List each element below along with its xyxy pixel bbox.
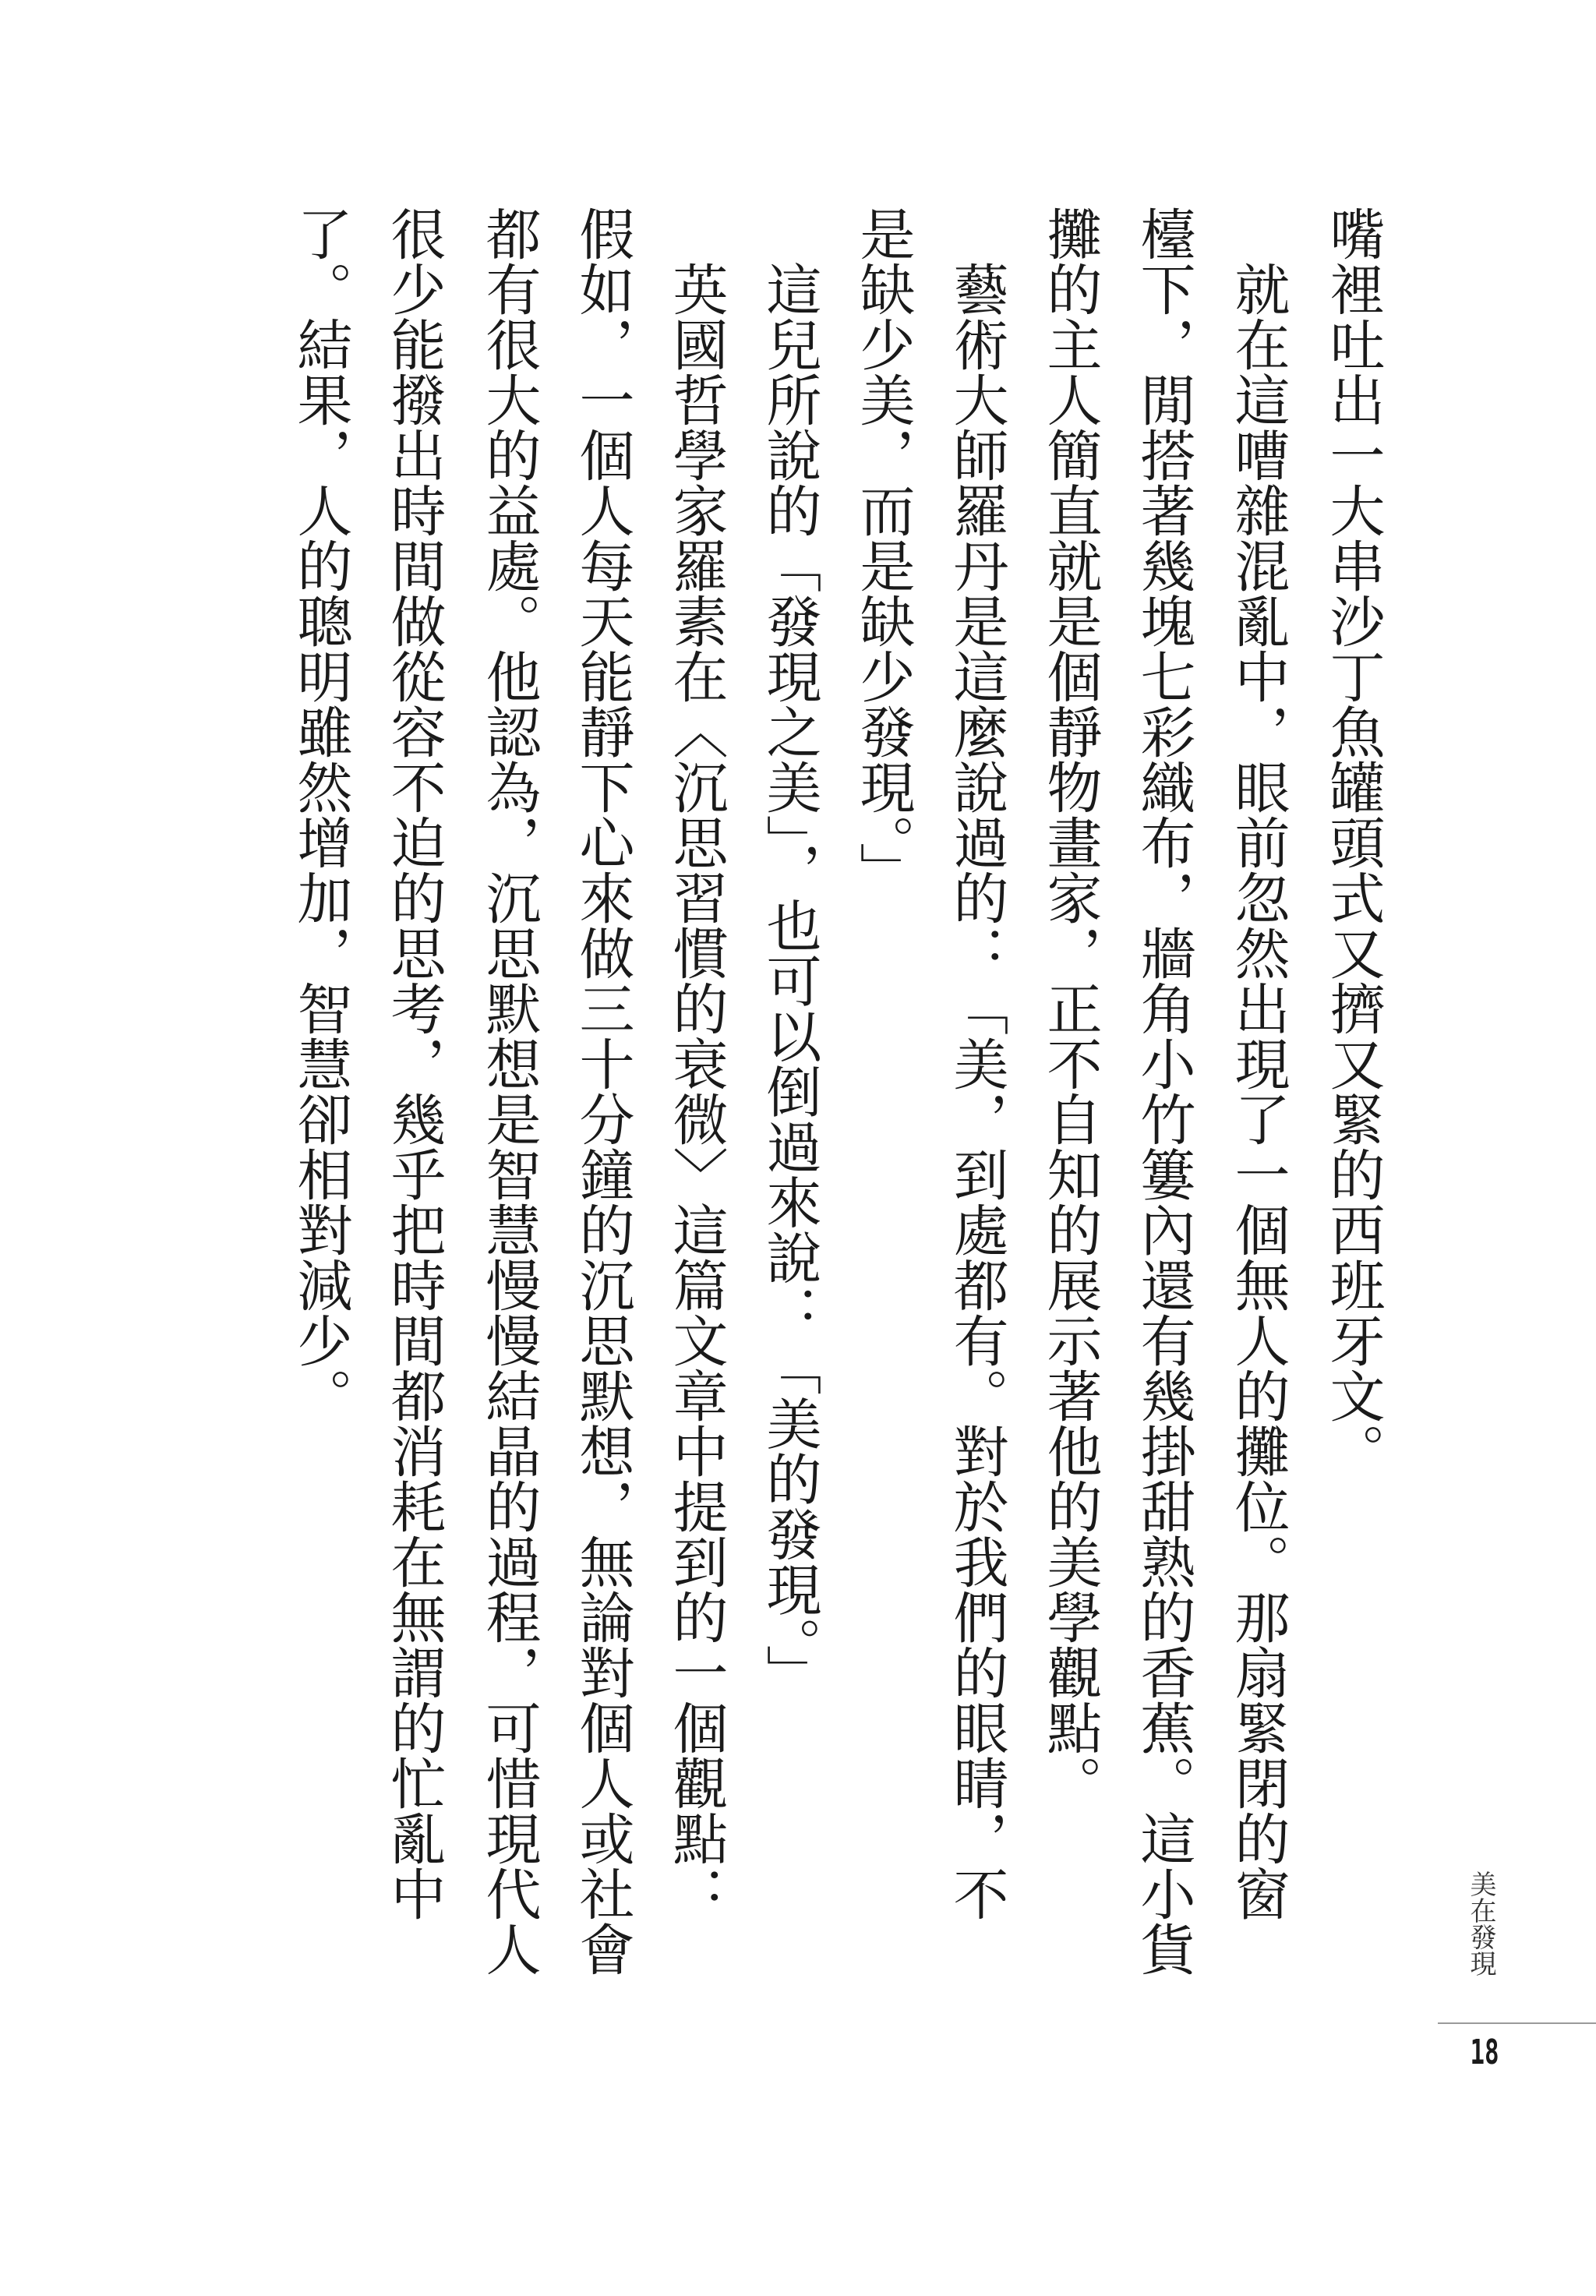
text-column-3: 檯下，閒搭著幾塊七彩織布，牆角小竹簍內還有幾掛甜熟的香蕉。這小貨 — [1132, 206, 1196, 1976]
text-column-5: 藝術大師羅丹是這麼說過的：「美，到處都有。對於我們的眼睛，不 — [945, 261, 1009, 1921]
text-column-4: 攤的主人簡直就是個靜物畫家，正不自知的展示著他的美學觀點。 — [1038, 206, 1103, 1810]
running-title: 美在發現 — [1465, 1870, 1496, 1976]
text-column-11: 很少能撥出時間做從容不迫的思考，幾乎把時間都消耗在無謂的忙亂中 — [382, 206, 447, 1921]
footer-divider — [1438, 2022, 1596, 2024]
text-column-12: 了。結果，人的聰明雖然增加，智慧卻相對減少。 — [288, 206, 353, 1423]
text-column-10: 都有很大的益處。他認為，沉思默想是智慧慢慢結晶的過程，可惜現代人 — [477, 206, 542, 1976]
text-column-1: 嘴裡吐出一大串沙丁魚罐頭式又擠又緊的西班牙文。 — [1321, 206, 1386, 1478]
text-column-9: 假如，一個人每天能靜下心來做三十分鐘的沉思默想，無論對個人或社會 — [570, 206, 635, 1976]
text-column-7: 這兒所說的「發現之美」，也可以倒過來說：「美的發現。」 — [757, 261, 822, 1700]
page-number: 18 — [1470, 2033, 1499, 2072]
text-column-2: 就在這嘈雜混亂中，眼前忽然出現了一個無人的攤位。那扇緊閉的窗 — [1226, 261, 1291, 1921]
text-column-6: 是缺少美，而是缺少發現。」 — [851, 206, 916, 898]
text-column-8: 英國哲學家羅素在〈沉思習慣的衰微〉這篇文章中提到的一個觀點： — [664, 261, 729, 1921]
